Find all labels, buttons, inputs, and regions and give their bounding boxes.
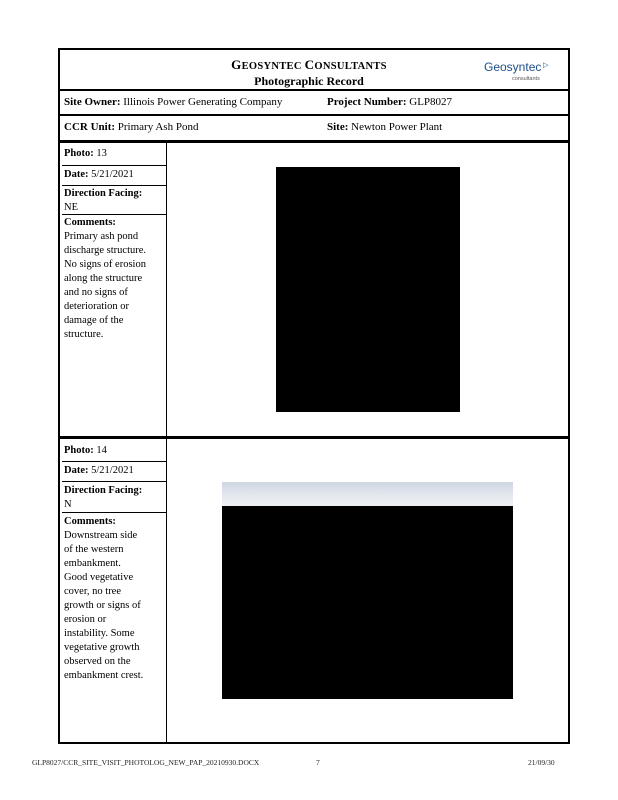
photo-date: Date: 5/21/2021	[64, 465, 134, 476]
footer-date: 21/09/30	[528, 758, 555, 767]
photo-number: Photo: 14	[64, 445, 107, 456]
site-name: Site: Newton Power Plant	[327, 121, 443, 133]
photo-13-image	[276, 167, 460, 412]
photo-date: Date: 5/21/2021	[64, 169, 134, 180]
divider	[58, 114, 570, 116]
footer-page-number: 7	[316, 758, 320, 767]
photo-number: Photo: 13	[64, 148, 107, 159]
photo-comments: Comments: Primary ash pond discharge structure. No signs of erosion along the structure and no signs of deterioration or damage of the structure.	[64, 217, 147, 340]
project-number: Project Number: GLP8027	[327, 96, 453, 108]
logo-triangle-icon: ▷	[543, 61, 549, 69]
ccr-unit: CCR Unit: Primary Ash Pond	[64, 121, 199, 133]
divider	[58, 89, 570, 91]
footer-filename: GLP8027/CCR_SITE_VISIT_PHOTOLOG_NEW_PAP_20210930.DOCX	[32, 758, 260, 767]
direction-facing: Direction Facing: N	[64, 485, 143, 510]
page-title: Photographic Record	[254, 74, 364, 88]
column-divider	[166, 439, 167, 744]
company-logo-subtitle: consultants	[512, 76, 540, 82]
company-logo: Geosyntec	[484, 60, 542, 74]
column-divider	[166, 143, 167, 437]
photo-14-sky	[222, 482, 513, 506]
direction-facing: Direction Facing: NE	[64, 188, 143, 213]
company-name: GEOSYNTEC CONSULTANTS	[231, 57, 387, 72]
photo-14-image	[222, 506, 513, 699]
photo-comments: Comments: Downstream side of the western embankment. Good vegetative cover, no tree growth or signs of erosion or instability. Some vegetative growth observed on the embankment crest.	[64, 516, 144, 681]
site-owner: Site Owner: Illinois Power Generating Company	[64, 96, 283, 108]
